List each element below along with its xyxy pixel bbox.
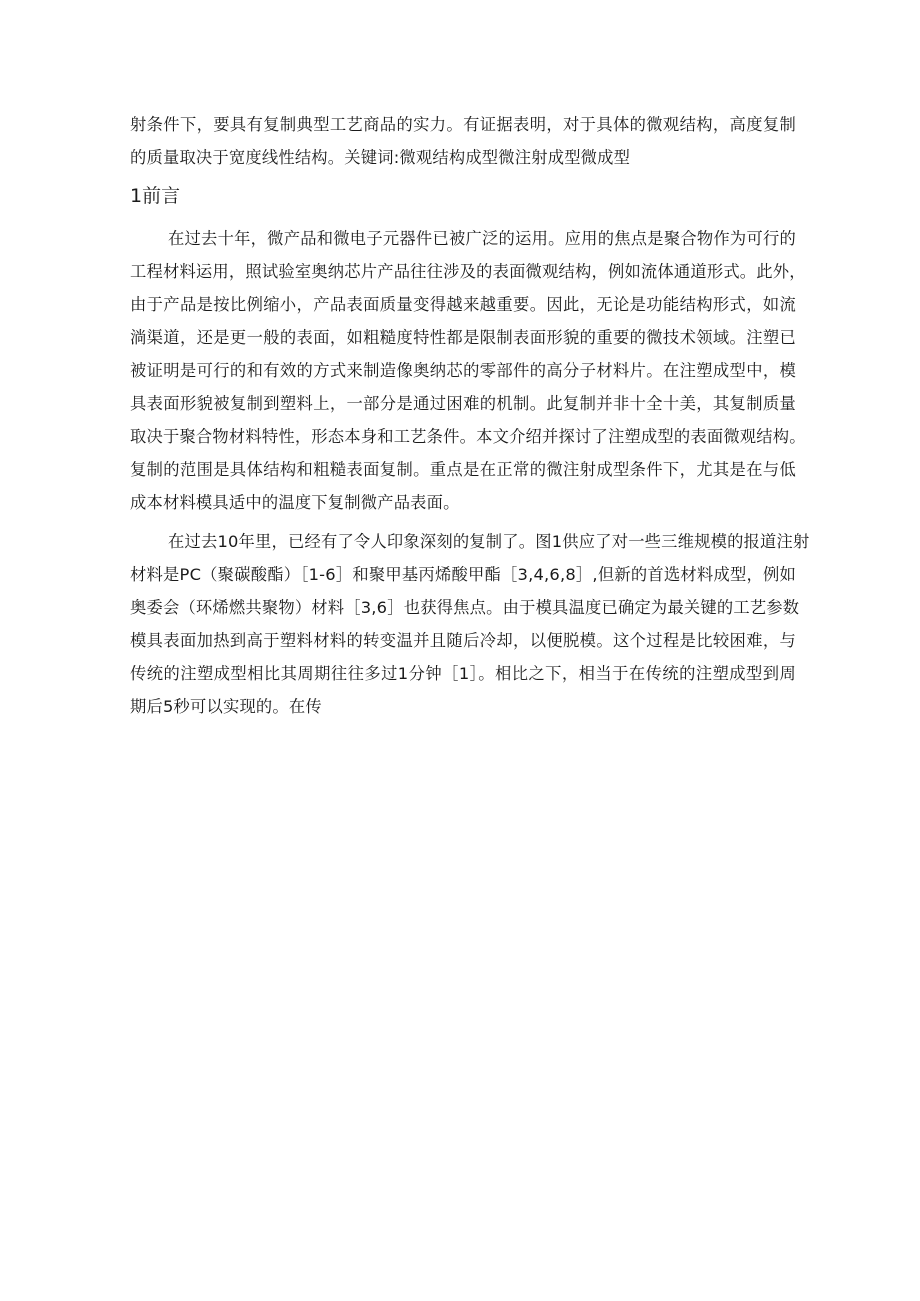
paragraph-2	[130, 525, 810, 723]
document-page	[130, 108, 810, 723]
paragraph-1-line: 取决于聚合物材料特性，形态本身和工艺条件。本文介绍并探讨了注塑成型的表面微观结构。	[130, 427, 806, 446]
paragraph-1-line: 由于产品是按比例缩小，产品表面质量变得越来越重要。因此，无论是功能结构形式，如流	[130, 295, 796, 314]
paragraph-1-line: 具表面形貌被复制到塑料上，一部分是通过困难的机制。此复制并非十全十美，其复制质量	[130, 394, 796, 413]
paragraph-2-line: 材料是PC（聚碳酸酯）［1-6］和聚甲基丙烯酸甲酯［3,4,6,8］,但新的首选材料成型，例如	[130, 565, 796, 584]
paragraph-2-line: 传统的注塑成型相比其周期往往多过1分钟［1］。相比之下，相当于在传统的注塑成型到周	[130, 664, 796, 683]
paragraph-2-line: 期后5秒可以实现的。在传	[130, 697, 322, 716]
paragraph-1-line: 工程材料运用，照试验室奥纳芯片产品往往涉及的表面微观结构，例如流体通道形式。此外，	[130, 262, 806, 281]
paragraph-1-line: 被证明是可行的和有效的方式来制造像奥纳芯的零部件的高分子材料片。在注塑成型中，模	[130, 361, 796, 380]
paragraph-1-line: 在过去十年，微产品和微电子元器件已被广泛的运用。应用的焦点是聚合物作为可行的	[168, 229, 796, 248]
paragraph-1-line: 成本材料模具适中的温度下复制微产品表面。	[130, 493, 460, 512]
intro-line-2: 的质量取决于宽度线性结构。关键词:微观结构成型微注射成型微成型	[130, 148, 631, 167]
section-heading: 1前言	[130, 185, 181, 207]
paragraph-2-line: 奥委会（环烯燃共聚物）材料［3,6］也获得焦点。由于模具温度已确定为最关键的工艺参数	[130, 598, 800, 617]
paragraph-2-line: 在过去10年里，已经有了令人印象深刻的复制了。图1供应了对一些三维规模的报道注射	[168, 532, 810, 551]
intro-line-1: 射条件下，要具有复制典型工艺商品的实力。有证据表明，对于具体的微观结构，高度复制	[130, 115, 796, 134]
paragraph-1-line: 复制的范围是具体结构和粗糙表面复制。重点是在正常的微注射成型条件下，尤其是在与低	[130, 460, 796, 479]
paragraph-1-line: 淌渠道，还是更一般的表面，如粗糙度特性都是限制表面形貌的重要的微技术领域。注塑已	[130, 328, 796, 347]
paragraph-1	[130, 222, 806, 519]
paragraph-2-line: 模具表面加热到高于塑料材料的转变温并且随后冷却，以便脱模。这个过程是比较困难，与	[130, 631, 796, 650]
